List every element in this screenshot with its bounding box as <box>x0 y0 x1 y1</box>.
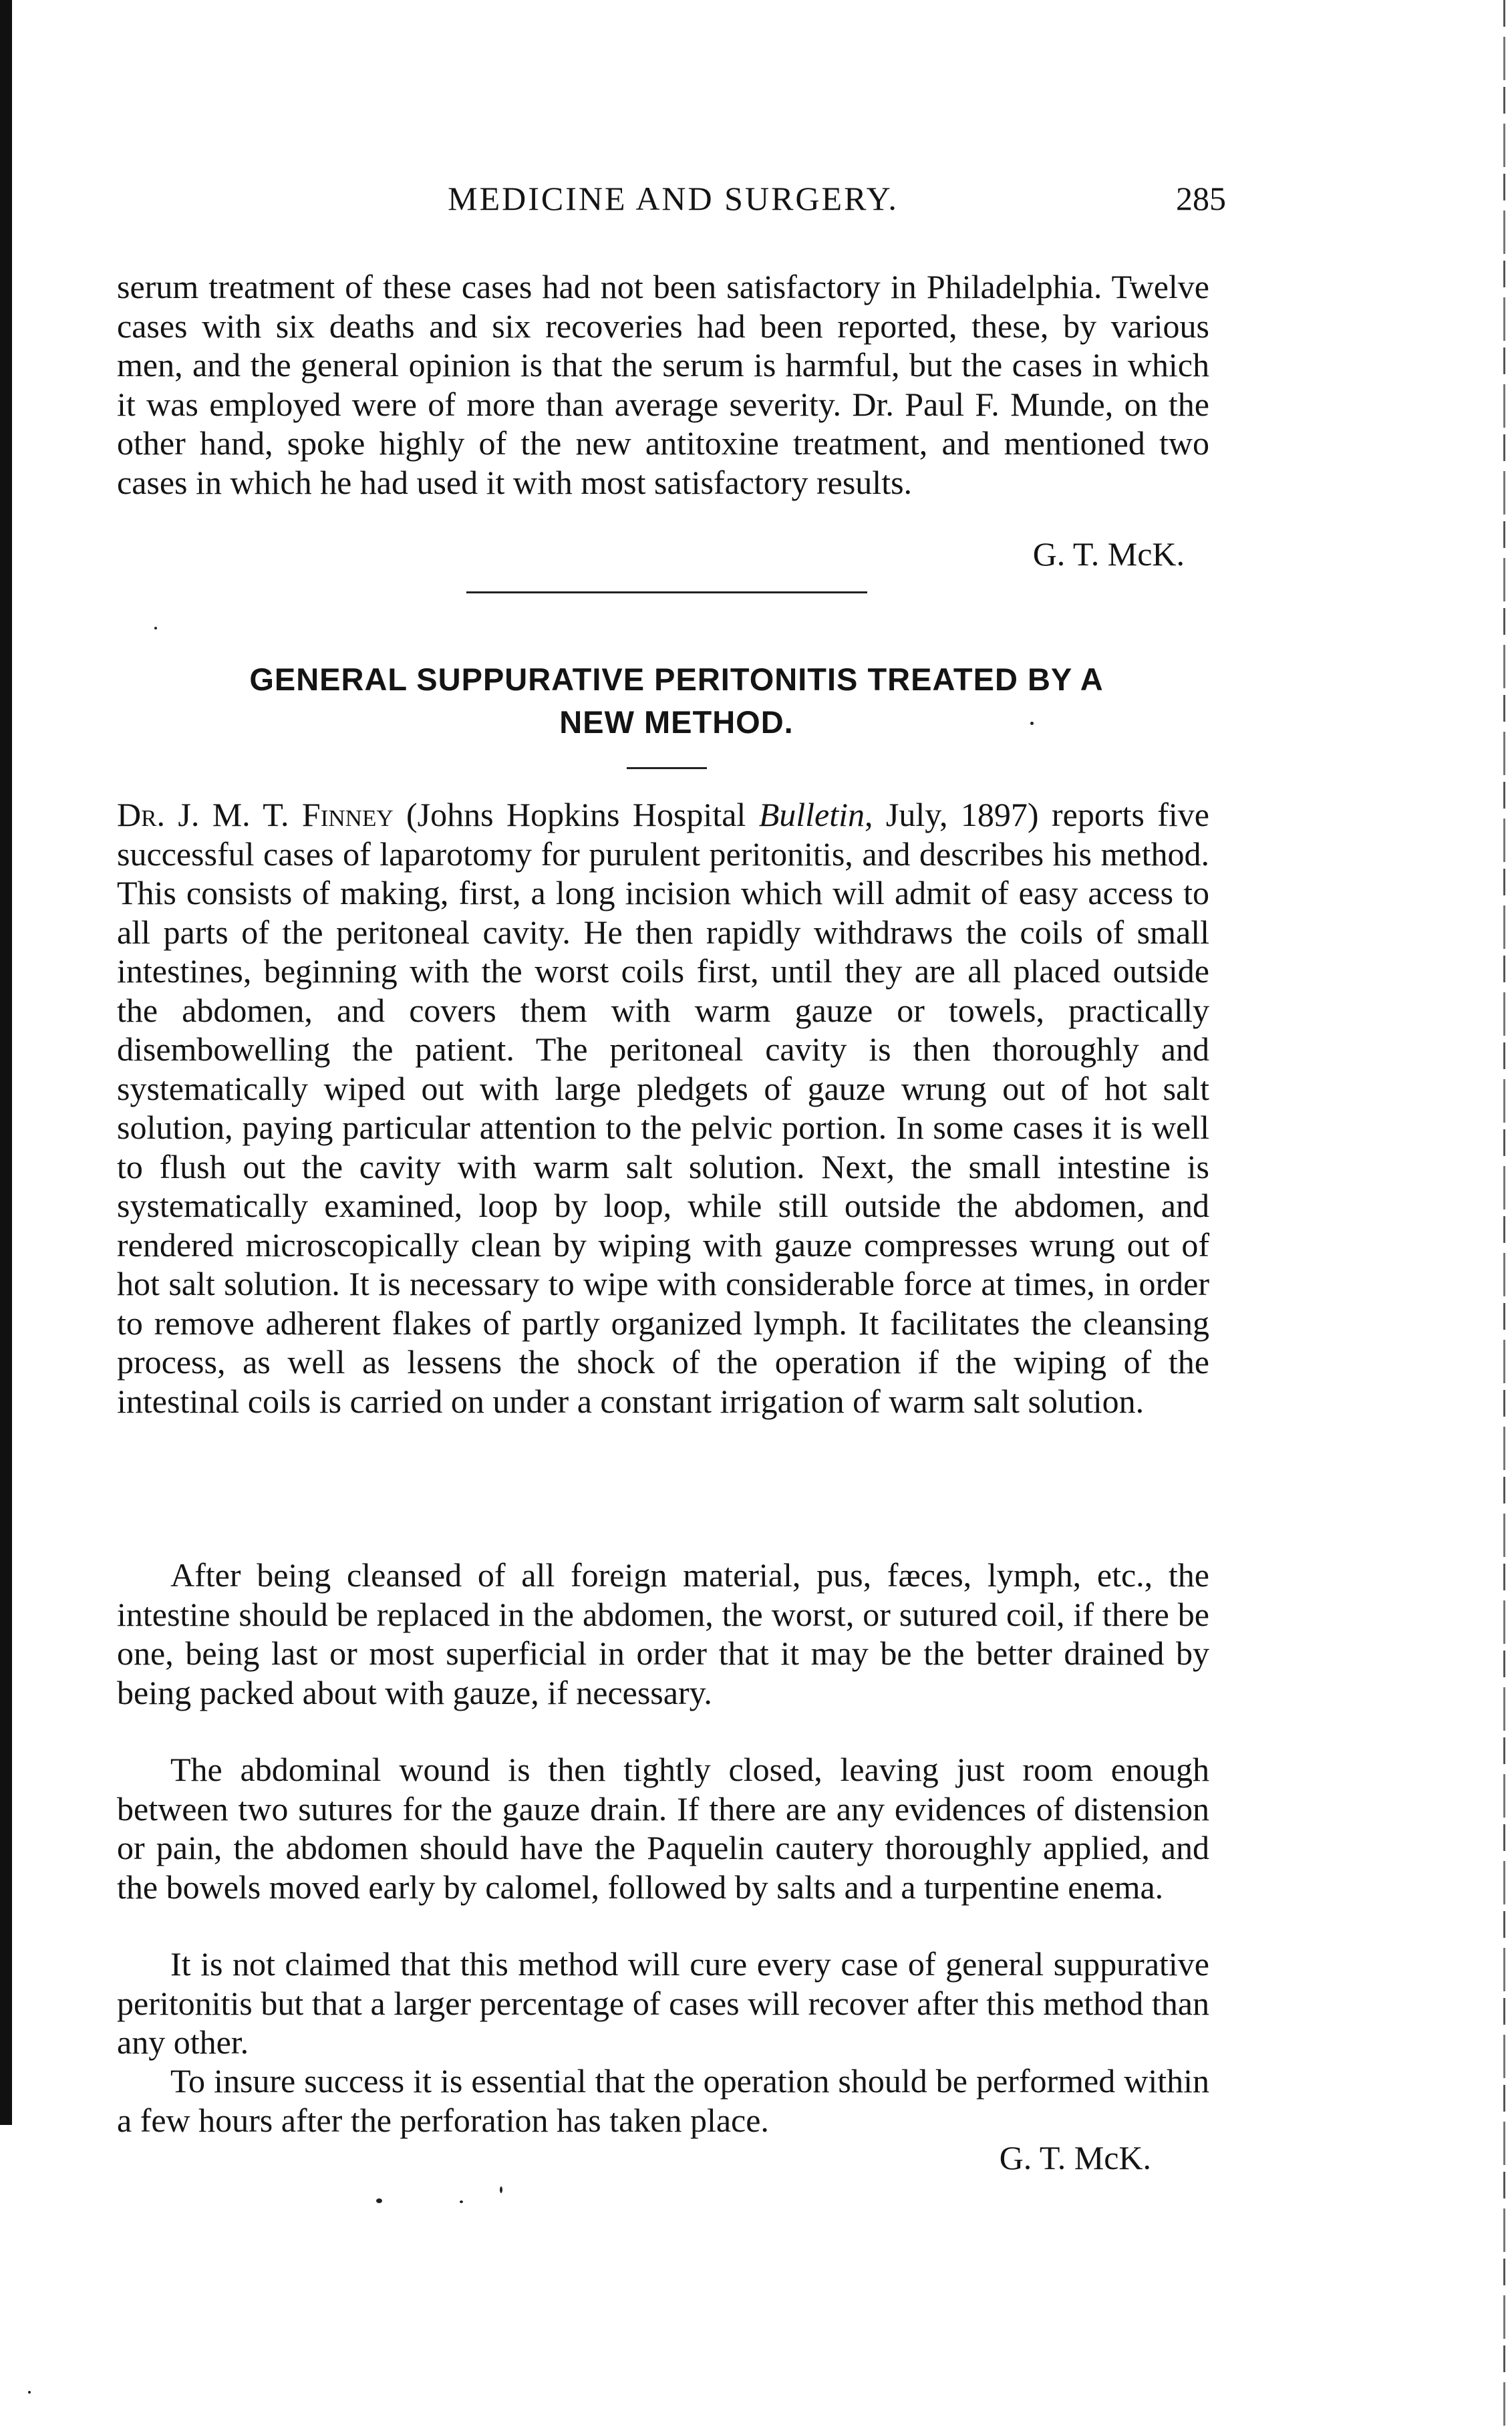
article-signature: G. T. McK. <box>999 2139 1151 2176</box>
page-number: 285 <box>1176 180 1226 217</box>
article-title-line-1: GENERAL SUPPURATIVE PERITONITIS TREATED BY A <box>249 662 1104 697</box>
article-paragraph-2: After being cleansed of all foreign material, pus, fæces, lymph, etc., the intestine should be replaced in the abdomen, the worst, or sutured coil, if there be one, being last or most superficial in order that it may be the better drained by being packed about with gauze, if necessary. <box>117 1556 1209 1711</box>
scan-speck <box>376 2198 382 2203</box>
article-paragraph-3: The abdominal wound is then tightly closed, leaving just room enough between two sutures for the gauze drain. If there are any evidences of distension or pain, the abdomen should have the Paquelin cautery thoroughly applied, and the bowels moved early by calomel, followed by salts and a turpentine enema. <box>117 1751 1209 1906</box>
section-divider-rule <box>466 591 867 593</box>
scan-speck <box>28 2391 31 2394</box>
previous-article-signature: G. T. McK. <box>1032 535 1185 573</box>
running-head <box>120 175 1226 222</box>
page-scan-edge-left <box>0 0 12 2125</box>
scan-speck <box>1030 722 1034 725</box>
article-paragraph-1 <box>117 795 1209 1421</box>
scan-speck <box>154 627 157 629</box>
previous-article-closing-paragraph: serum treatment of these cases had not been satisfactory in Philadelphia. Twelve cases with six deaths and six recoveries had been reported, these, by various men, and the general opinion is that the serum is harmful, but the cases in which it was employed were of more than average severity. Dr. Paul F. Munde, on the other hand, spoke highly of the new antitoxine treatment, and mentioned two cases in which he had used it with most satisfactory results. <box>117 268 1209 501</box>
citation-close: , July, 1897) <box>865 796 1039 833</box>
author-name: Dr. J. M. T. Finney <box>117 796 394 833</box>
article-paragraph-5: To insure success it is essential that the operation should be performed within a few hours after the perforation has taken place. <box>117 2062 1209 2139</box>
page-scan-edge-right <box>1503 0 1505 2431</box>
article-paragraph-4: It is not claimed that this method will cure every case of general suppurative peritonitis but that a larger percentage of cases will recover after this method than any other. <box>117 1945 1209 2061</box>
title-underline-rule <box>627 767 707 769</box>
scan-speck <box>460 2200 463 2203</box>
running-title: MEDICINE AND SURGERY. <box>448 180 899 217</box>
journal-name: Bulletin <box>758 796 865 833</box>
scan-speck <box>500 2186 502 2193</box>
paragraph-1-body: reports five successful cases of laparotomy for purulent peritonitis, and describes his method. This consists of making, first, a long incision which will admit of easy access to all parts of the peritoneal cavity. He then rapidly withdraws the coils of small intestines, beginning with the worst coils first, until they are all placed outside the abdomen, and covers them with warm gauze or towels, practically disembowelling the patient. The peritoneal cavity is then thoroughly and systematically wiped out with large pledgets of gauze wrung out of hot salt solution, paying particular attention to the pelvic portion. In some cases it is well to flush out the cavity with warm salt solution. Next, the small intestine is systematically examined, loop by loop, while still outside the abdomen, and rendered microscopically clean by wiping with gauze compresses wrung out of hot salt solution. It is necessary to wipe with considerable force at times, in order to remove adherent flakes of partly organized lymph. It facilitates the cleansing process, as well as lessens the shock of the operation if the wiping of the intestinal coils is carried on under a constant irrigation of warm salt solution. <box>117 796 1209 1420</box>
article-title-line-2: NEW METHOD. <box>559 704 794 740</box>
citation-open: (Johns Hopkins Hospital <box>393 796 759 833</box>
